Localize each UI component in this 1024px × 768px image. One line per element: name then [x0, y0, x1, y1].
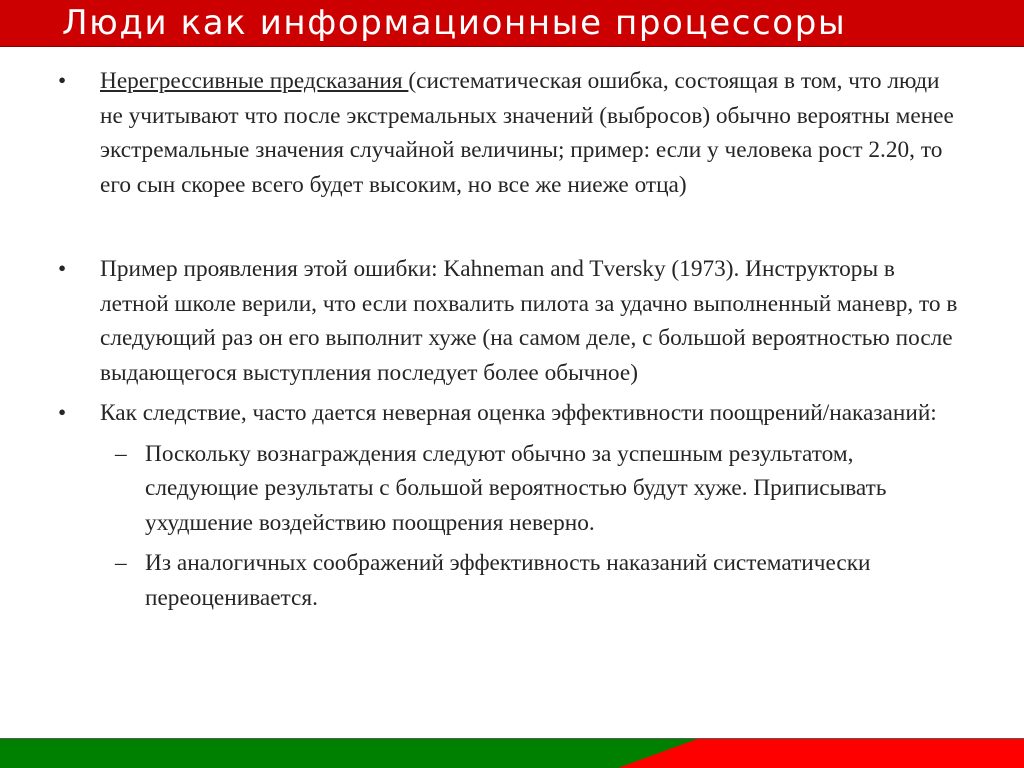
bullet-item-3 — [0, 396, 960, 431]
bullet-item-2 — [0, 252, 960, 390]
bullet-marker: • — [58, 400, 67, 426]
bullet-item-1 — [0, 64, 960, 202]
slide-title: Люди как информационные процессоры — [62, 3, 847, 43]
sub-bullet-text: Из аналогичных соображений эффективность наказаний систематически переоценивается. — [145, 550, 871, 611]
title-bar — [0, 0, 1024, 47]
bullet-text: Как следствие, часто дается неверная оценка эффективности поощрений/наказаний: — [100, 400, 937, 426]
footer-band — [0, 738, 1024, 768]
sub-bullet-item-2 — [0, 546, 965, 615]
bullet-marker: • — [58, 256, 67, 282]
dash-marker: – — [115, 440, 127, 467]
footer-graphic — [0, 738, 1024, 768]
term-nonregressive-predictions: Нерегрессивные предсказания — [100, 68, 409, 94]
dash-marker: – — [115, 550, 127, 576]
slide-content — [0, 64, 1024, 615]
sub-bullet-item-1 — [0, 437, 965, 541]
bullet-marker: • — [58, 68, 67, 94]
bullet-text: (систематическая ошибка, состоящая в том, что люди не учитывают что после экстремальных значений (выбросов) обычно вероятны менее экстремальные значения случайной величины; пример: если у человека рост 2.20, то его сын скорее всего будет высоким, но все же ниеже отца) — [100, 68, 954, 198]
sub-bullet-text: Поскольку вознаграждения следуют обычно за успешным результатом, следующие результаты с большой вероятностью будут хуже. Приписывать ухудшение воздействию поощрения неверно. — [145, 440, 887, 536]
bullet-text: Пример проявления этой ошибки: Kahneman and Tversky (1973). Инструкторы в летной школе верили, что если похвалить пилота за удачно выполненный маневр, то в следующий раз он его выполнит хуже (на самом деле, с большой вероятностью после выдающегося выступления последует более обычное) — [100, 256, 958, 386]
